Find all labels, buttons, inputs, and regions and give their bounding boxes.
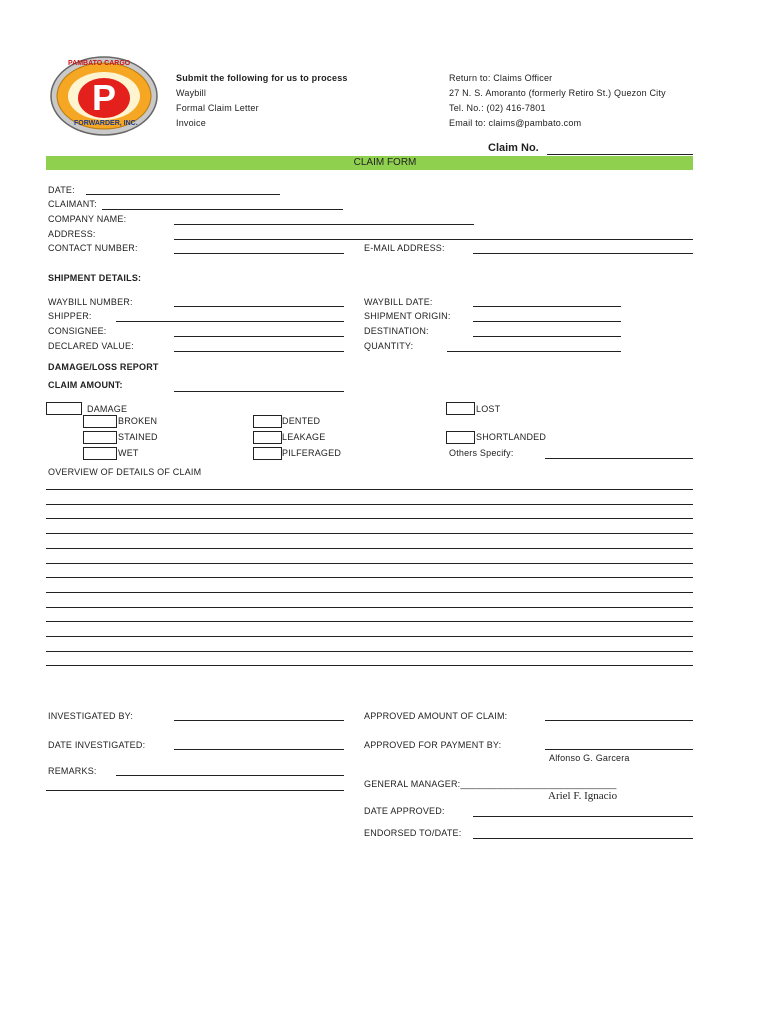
return-address: 27 N. S. Amoranto (formerly Retiro St.) Quezon City [449,88,666,98]
claim-amount-label: CLAIM AMOUNT: [48,380,123,390]
shipper-label: SHIPPER: [48,311,92,321]
others-field[interactable] [545,458,693,459]
date-approved-label: DATE APPROVED: [364,806,445,816]
wet-checkbox[interactable] [83,447,117,460]
declared-label: DECLARED VALUE: [48,341,134,351]
remarks-field-2[interactable] [46,790,344,791]
damage-heading: DAMAGE/LOSS REPORT [48,362,159,372]
date-field[interactable] [86,194,280,195]
waybill-number-field[interactable] [174,306,344,307]
consignee-label: CONSIGNEE: [48,326,107,336]
email-field[interactable] [473,253,693,254]
stained-label: STAINED [118,432,158,442]
pilferaged-label: PILFERAGED [282,448,342,458]
broken-label: BROKEN [118,416,158,426]
overview-line[interactable] [46,533,693,534]
logo-text-bottom: FORWARDER, INC. [74,120,138,127]
overview-label: OVERVIEW OF DETAILS OF CLAIM [48,467,202,477]
overview-line[interactable] [46,621,693,622]
origin-label: SHIPMENT ORIGIN: [364,311,451,321]
approved-payment-field[interactable] [545,749,693,750]
logo-text-top: PAMBATO CARGO [68,60,131,67]
submit-title: Submit the following for us to process [176,73,348,83]
company-field[interactable] [174,224,474,225]
claimant-label: CLAIMANT: [48,199,97,209]
overview-line[interactable] [46,651,693,652]
endorsed-label: ENDORSED TO/DATE: [364,828,462,838]
overview-line[interactable] [46,489,693,490]
overview-line[interactable] [46,607,693,608]
return-to: Return to: Claims Officer [449,73,553,83]
page-title: CLAIM FORM [353,157,417,168]
return-email: Email to: claims@pambato.com [449,118,582,128]
leakage-checkbox[interactable] [253,431,282,444]
submit-item-invoice: Invoice [176,118,206,128]
claim-amount-field[interactable] [174,391,344,392]
date-label: DATE: [48,185,75,195]
waybill-number-label: WAYBILL NUMBER: [48,297,133,307]
overview-line[interactable] [46,548,693,549]
address-field[interactable] [174,239,693,240]
submit-item-claim-letter: Formal Claim Letter [176,103,259,113]
claimant-field[interactable] [102,209,343,210]
approved-amount-label: APPROVED AMOUNT OF CLAIM: [364,711,508,721]
date-investigated-label: DATE INVESTIGATED: [48,740,146,750]
company-label: COMPANY NAME: [48,214,127,224]
claim-no-label: Claim No. [488,142,539,154]
svg-text:P: P [91,77,117,118]
approved-payment-label: APPROVED FOR PAYMENT BY: [364,740,502,750]
overview-line[interactable] [46,577,693,578]
quantity-field[interactable] [447,351,621,352]
overview-line[interactable] [46,563,693,564]
consignee-field[interactable] [174,336,344,337]
endorsed-field[interactable] [473,838,693,839]
gm-name: Ariel F. Ignacio [548,790,618,802]
waybill-date-field[interactable] [473,306,621,307]
contact-label: CONTACT NUMBER: [48,243,138,253]
damage-label: DAMAGE [87,404,128,414]
origin-field[interactable] [473,321,621,322]
overview-line[interactable] [46,518,693,519]
email-label: E-MAIL ADDRESS: [364,243,445,253]
general-manager-label: GENERAL MANAGER:______________________________ [364,779,617,789]
broken-checkbox[interactable] [83,415,117,428]
lost-checkbox[interactable] [446,402,475,415]
overview-line[interactable] [46,504,693,505]
destination-field[interactable] [473,336,621,337]
lost-label: LOST [476,404,501,414]
declared-field[interactable] [174,351,344,352]
approved-amount-field[interactable] [545,720,693,721]
shipment-heading: SHIPMENT DETAILS: [48,273,142,283]
pilferaged-checkbox[interactable] [253,447,282,460]
approver-name: Alfonso G. Garcera [549,753,630,763]
date-investigated-field[interactable] [174,749,344,750]
quantity-label: QUANTITY: [364,341,414,351]
contact-field[interactable] [174,253,344,254]
others-label: Others Specify: [449,448,514,458]
date-approved-field[interactable] [473,816,693,817]
submit-item-waybill: Waybill [176,88,207,98]
shortlanded-label: SHORTLANDED [476,432,547,442]
address-label: ADDRESS: [48,229,96,239]
waybill-date-label: WAYBILL DATE: [364,297,433,307]
return-tel: Tel. No.: (02) 416-7801 [449,103,546,113]
stained-checkbox[interactable] [83,431,117,444]
remarks-field[interactable] [116,775,344,776]
damage-checkbox[interactable] [46,402,82,415]
wet-label: WET [118,448,139,458]
company-logo [50,56,158,136]
shortlanded-checkbox[interactable] [446,431,475,444]
leakage-label: LEAKAGE [282,432,326,442]
investigated-by-label: INVESTIGATED BY: [48,711,134,721]
destination-label: DESTINATION: [364,326,429,336]
shipper-field[interactable] [116,321,344,322]
remarks-label: REMARKS: [48,766,97,776]
overview-line[interactable] [46,636,693,637]
investigated-by-field[interactable] [174,720,344,721]
dented-label: DENTED [282,416,321,426]
overview-line[interactable] [46,592,693,593]
claim-no-field[interactable] [547,154,693,155]
dented-checkbox[interactable] [253,415,282,428]
overview-line[interactable] [46,665,693,666]
